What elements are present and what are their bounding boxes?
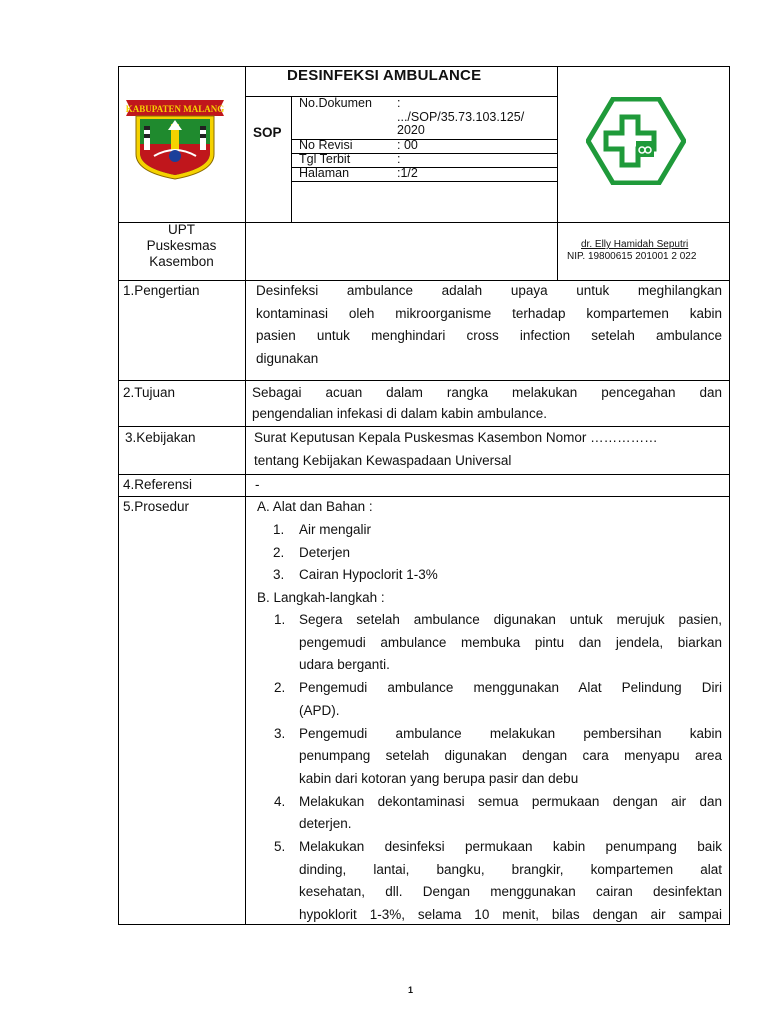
b1-line-3: udara berganti. [299,657,390,672]
b-item-num-5: 5. [274,839,286,854]
prosedur-b-heading: B. Langkah-langkah : [257,590,385,605]
b2-line-2: (APD). [299,703,340,718]
field-halaman-value: :1/2 [397,166,418,180]
b5-line-3: kesehatan, dll. Dengan menggunakan cairan desinfektan [299,884,722,899]
field-tgl-terbit-label: Tgl Terbit [299,152,351,166]
section-pengertian-label: 1.Pengertian [123,283,200,298]
pengertian-line-3: pasien untuk menghindari cross infection setelah ambulance [256,328,722,343]
kabupaten-malang-logo [124,96,226,180]
field-no-revisi-value: : 00 [397,138,418,152]
tujuan-line-2: pengendalian infekasi di dalam kabin ambulance. [252,406,547,421]
b3-line-1: Pengemudi ambulance melakukan pembersihan kabin [299,726,722,741]
tujuan-line-1: Sebagai acuan dalam rangka melakukan pencegahan dan [252,385,722,400]
b3-line-3: kabin dari kotoran yang berupa pasir dan debu [299,771,579,786]
b5-line-2: dinding, lantai, bangku, brangkir, kompartemen alat [299,862,722,877]
field-no-dokumen-value-1: : [397,96,401,110]
section-kebijakan-label: 3.Kebijakan [125,430,196,445]
pengertian-line-1: Desinfeksi ambulance adalah upaya untuk meghilangkan [256,283,722,298]
b-item-num-4: 4. [274,794,286,809]
page-number: 1 [408,985,414,995]
unit-line-1: UPT [168,222,195,237]
section-prosedur-label: 5.Prosedur [123,499,190,514]
field-no-dokumen-label: No.Dokumen [299,96,372,110]
kebijakan-line-2: tentang Kebijakan Kewaspadaan Universal [254,453,512,468]
signer-name: dr. Elly Hamidah Seputri [581,239,689,250]
prosedur-a-heading: A. Alat dan Bahan : [257,499,373,514]
b4-line-2: deterjen. [299,816,352,831]
kebijakan-line-1: Surat Keputusan Kepala Puskesmas Kasembon Nomor …………… [254,430,658,445]
a-item-3: Cairan Hypoclorit 1-3% [299,567,438,582]
b-item-num-2: 2. [274,680,286,695]
unit-line-3: Kasembon [149,254,214,269]
b3-line-2: penumpang setelah digunakan dengan cara menyapu area [299,748,722,763]
sop-label: SOP [253,125,282,140]
pengertian-line-2: kontaminasi oleh mikroorganisme terhadap kompartemen kabin [256,306,722,321]
b5-line-1: Melakukan desinfeksi permukaan kabin penumpang baik [299,839,722,854]
referensi-value: - [255,477,260,492]
a-item-2: Deterjen [299,545,351,560]
unit-line-2: Puskesmas [146,238,217,253]
b2-line-1: Pengemudi ambulance menggunakan Alat Pelindung Diri [299,680,722,695]
a-item-1: Air mengalir [299,522,372,537]
field-tgl-terbit-value: : [397,152,401,166]
a-item-num-1: 1. [273,522,285,537]
field-no-dokumen-value-2: .../SOP/35.73.103.125/ [397,110,525,124]
b1-line-2: pengemudi ambulance membuka pintu dan jendela, biarkan [299,635,722,650]
field-halaman-label: Halaman [299,166,350,180]
section-tujuan-label: 2.Tujuan [123,385,176,400]
pengertian-line-4: digunakan [256,351,319,366]
a-item-num-2: 2. [273,545,285,560]
b5-line-4: hypoklorit 1-3%, selama 10 menit, bilas dengan air sampai [299,907,722,922]
signer-nip: NIP. 19800615 201001 2 022 [567,251,697,262]
b-item-num-3: 3. [274,726,286,741]
b1-line-1: Segera setelah ambulance digunakan untuk merujuk pasien, [299,612,722,627]
section-referensi-label: 4.Referensi [123,477,193,492]
document-title: DESINFEKSI AMBULANCE [287,67,482,84]
field-no-dokumen-value-3: 2020 [397,123,425,137]
a-item-num-3: 3. [273,567,285,582]
logo-banner-text: KABUPATEN MALANG [125,104,225,114]
b-item-num-1: 1. [274,612,286,627]
b4-line-1: Melakukan dekontaminasi semua permukaan dengan air dan [299,794,722,809]
puskesmas-logo [586,97,686,185]
field-no-revisi-label: No Revisi [299,138,353,152]
